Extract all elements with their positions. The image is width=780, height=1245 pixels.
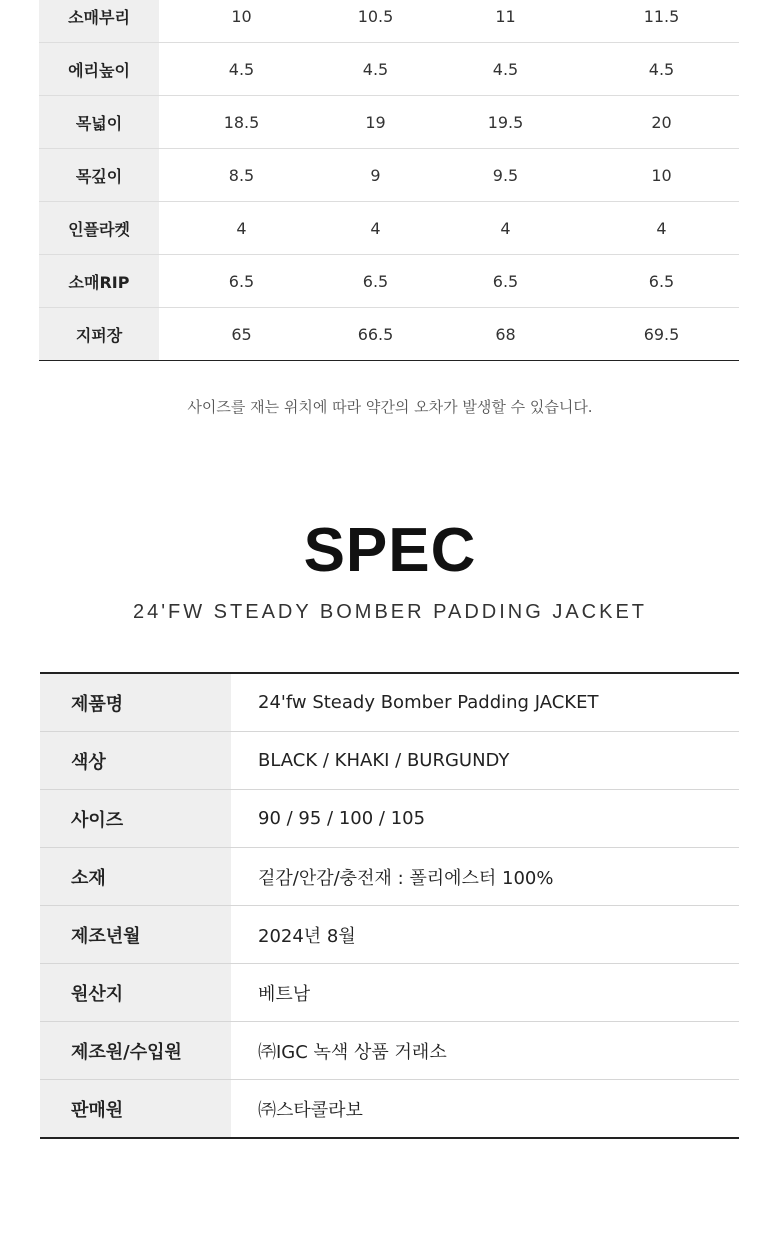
size-row-label: 목넓이 <box>39 96 159 149</box>
size-value: 4.5 <box>159 43 324 96</box>
size-value: 65 <box>159 308 324 361</box>
size-value: 4 <box>159 202 324 255</box>
spec-table <box>40 672 739 1139</box>
spec-key: 제조원/수입원 <box>40 1022 231 1080</box>
spec-value: 베트남 <box>231 964 739 1022</box>
size-value: 69.5 <box>584 308 739 361</box>
size-row-sleeve-rib <box>39 255 739 308</box>
spec-row-size <box>40 790 739 848</box>
spec-key: 색상 <box>40 732 231 790</box>
size-table <box>39 0 739 361</box>
spec-value: ㈜스타콜라보 <box>231 1080 739 1139</box>
size-value: 19 <box>324 96 427 149</box>
spec-row-manufacturer-importer <box>40 1022 739 1080</box>
size-value: 8.5 <box>159 149 324 202</box>
size-value: 9 <box>324 149 427 202</box>
spec-row-color <box>40 732 739 790</box>
size-row-label: 인플라켓 <box>39 202 159 255</box>
spec-value: 24'fw Steady Bomber Padding JACKET <box>231 673 739 732</box>
size-row-neck-depth <box>39 149 739 202</box>
size-value: 4 <box>584 202 739 255</box>
size-row-label: 목깊이 <box>39 149 159 202</box>
size-value: 18.5 <box>159 96 324 149</box>
spec-value: ㈜IGC 녹색 상품 거래소 <box>231 1022 739 1080</box>
spec-key: 원산지 <box>40 964 231 1022</box>
spec-row-origin <box>40 964 739 1022</box>
size-value: 6.5 <box>584 255 739 308</box>
spec-row-manufacture-date <box>40 906 739 964</box>
spec-value: 90 / 95 / 100 / 105 <box>231 790 739 848</box>
spec-subtitle: 24'FW STEADY BOMBER PADDING JACKET <box>132 601 648 623</box>
spec-value: 겉감/안감/충전재 : 폴리에스터 100% <box>231 848 739 906</box>
size-value: 6.5 <box>427 255 584 308</box>
size-value: 4.5 <box>427 43 584 96</box>
spec-row-seller <box>40 1080 739 1139</box>
size-value: 9.5 <box>427 149 584 202</box>
size-value: 4 <box>324 202 427 255</box>
spec-value: 2024년 8월 <box>231 906 739 964</box>
size-value: 68 <box>427 308 584 361</box>
size-row-label: 지퍼장 <box>39 308 159 361</box>
size-row-in-placket <box>39 202 739 255</box>
size-value: 66.5 <box>324 308 427 361</box>
size-value: 20 <box>584 96 739 149</box>
spec-row-material <box>40 848 739 906</box>
size-value: 10 <box>159 0 324 43</box>
size-value: 19.5 <box>427 96 584 149</box>
spec-row-product-name <box>40 673 739 732</box>
size-value: 10 <box>584 149 739 202</box>
size-row-neck-width <box>39 96 739 149</box>
size-value: 4.5 <box>584 43 739 96</box>
measurement-note: 사이즈를 재는 위치에 따라 약간의 오차가 발생할 수 있습니다. <box>187 398 593 416</box>
spec-key: 판매원 <box>40 1080 231 1139</box>
spec-key: 제품명 <box>40 673 231 732</box>
size-row-label: 소매RIP <box>39 255 159 308</box>
size-value: 6.5 <box>159 255 324 308</box>
size-value: 4.5 <box>324 43 427 96</box>
spec-key: 사이즈 <box>40 790 231 848</box>
spec-title: SPEC <box>303 516 477 585</box>
spec-key: 소재 <box>40 848 231 906</box>
size-value: 10.5 <box>324 0 427 43</box>
size-row-label: 에리높이 <box>39 43 159 96</box>
size-row-collar-height <box>39 43 739 96</box>
size-row-label: 소매부리 <box>39 0 159 43</box>
size-row-sleeve-cuff <box>39 0 739 43</box>
size-value: 11.5 <box>584 0 739 43</box>
spec-key: 제조년월 <box>40 906 231 964</box>
size-value: 11 <box>427 0 584 43</box>
size-row-zipper-length <box>39 308 739 361</box>
spec-value: BLACK / KHAKI / BURGUNDY <box>231 732 739 790</box>
size-value: 4 <box>427 202 584 255</box>
size-value: 6.5 <box>324 255 427 308</box>
